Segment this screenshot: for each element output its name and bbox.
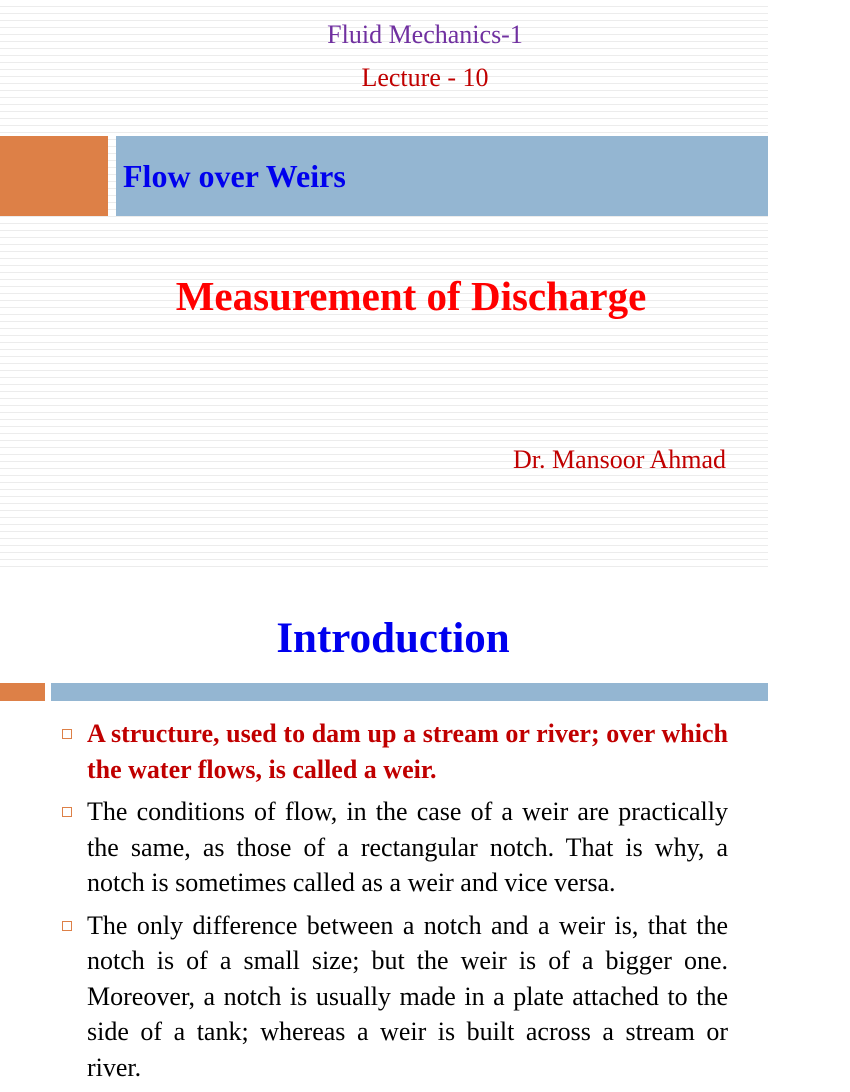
bullet-list: [0, 716, 768, 1092]
slide-separator: [0, 572, 768, 580]
hollow-square-bullet-icon: [62, 921, 72, 931]
bullet-item: [0, 794, 768, 901]
bullet-text: A structure, used to dam up a stream or river; over which the water flows, is called a weir.: [87, 719, 728, 784]
bullet-item: [0, 908, 768, 1086]
author-name: Dr. Mansoor Ahmad: [512, 445, 726, 474]
introduction-slide: [0, 580, 768, 1082]
slide-main-title: Measurement of Discharge: [175, 273, 647, 319]
hollow-square-bullet-icon: [62, 807, 72, 817]
lecture-number: Lecture - 10: [361, 63, 489, 92]
bullet-text: The conditions of flow, in the case of a weir are practically the same, as those of a rectangular notch. That is why, a notch is sometimes called as a weir and vice versa.: [87, 797, 728, 897]
intro-heading: Introduction: [276, 615, 510, 662]
accent-strip-blue: [51, 683, 768, 701]
title-slide: [0, 0, 768, 572]
band-title: Flow over Weirs: [123, 158, 346, 194]
accent-strip-orange: [0, 683, 45, 701]
accent-block-orange: [0, 136, 108, 216]
course-title: Fluid Mechanics-1: [327, 20, 523, 49]
bullet-item: [0, 716, 768, 787]
hollow-square-bullet-icon: [62, 729, 72, 739]
bullet-text: The only difference between a notch and a weir is, that the notch is of a small size; but the weir is of a bigger one. Moreover, a notch is usually made in a plate attached to the side of a tank; whereas a weir is built across a stream or river.: [87, 910, 728, 1082]
